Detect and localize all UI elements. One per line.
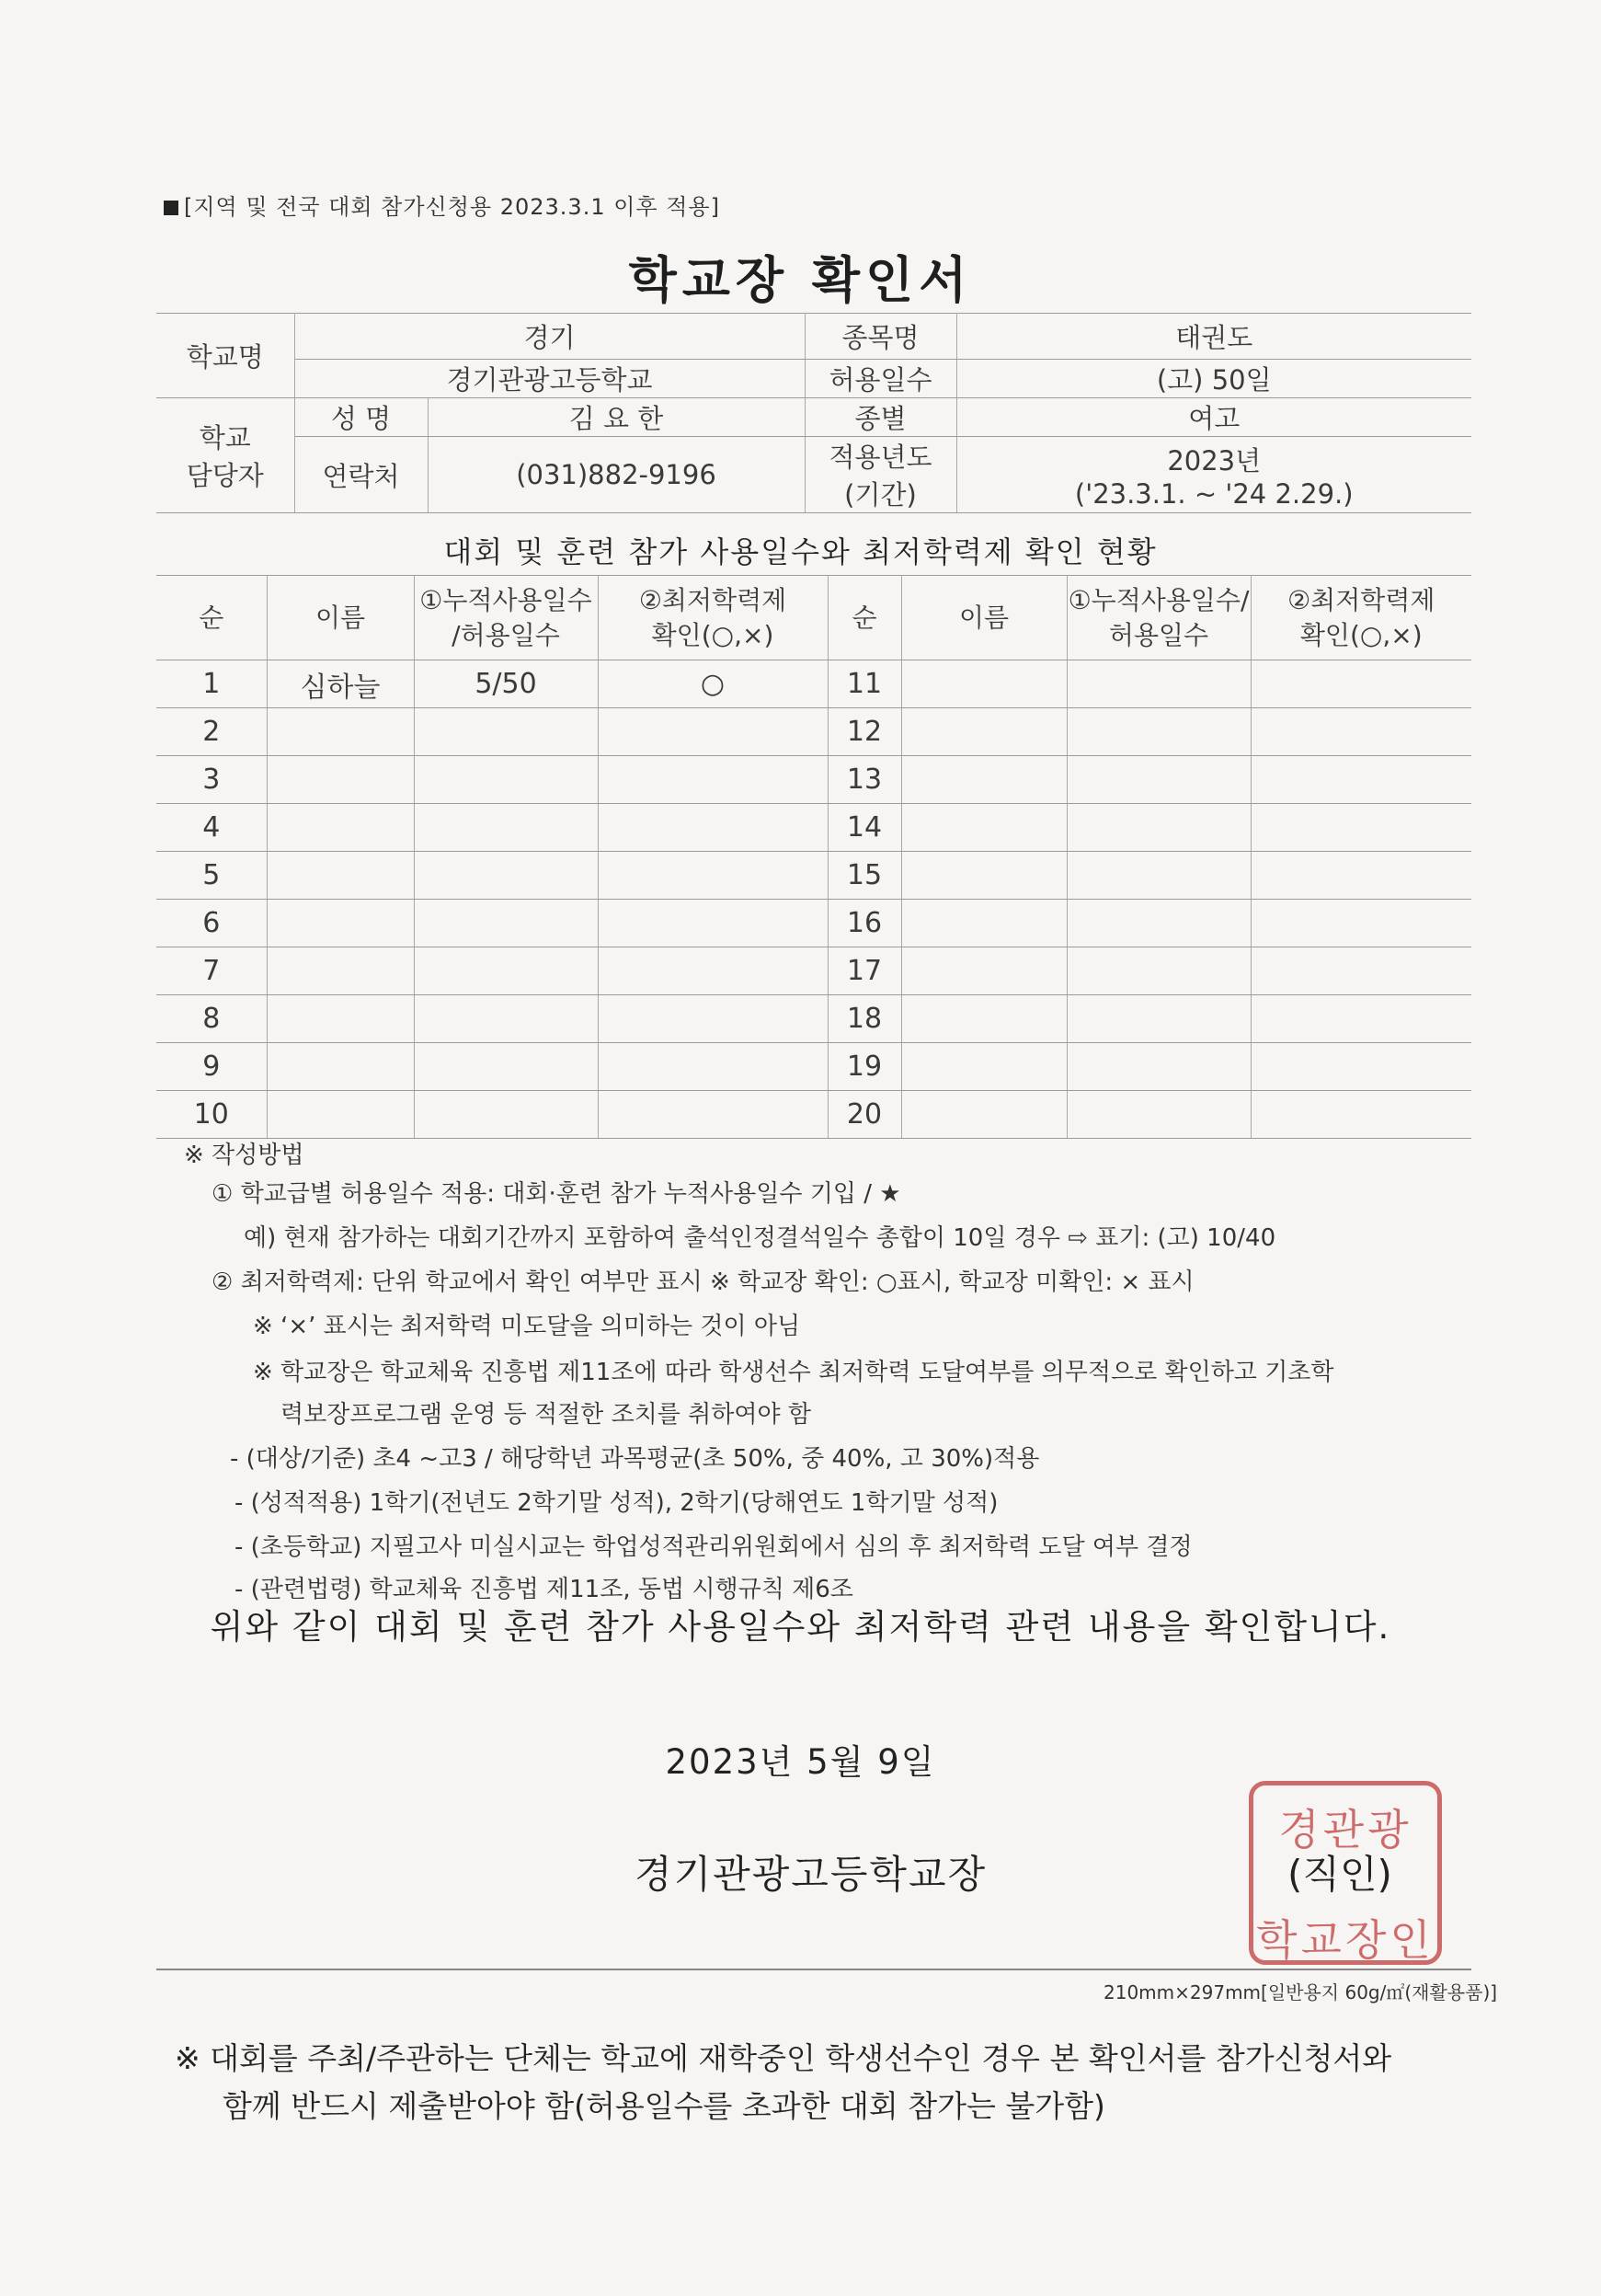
row-check-left xyxy=(598,947,828,995)
row-days-left xyxy=(414,900,598,947)
col-name-right: 이름 xyxy=(901,576,1067,660)
confirmation-statement: 위와 같이 대회 및 훈련 참가 사용일수와 최저학력 관련 내용을 확인합니다. xyxy=(210,1607,1391,1647)
principal-title: 경기관광고등학교장 xyxy=(635,1852,988,1897)
col-check-left: ②최저학력제 확인(○,×) xyxy=(598,576,828,660)
row-name-right xyxy=(901,1091,1067,1139)
form-usage-note: [지역 및 전국 대회 참가신청용 2023.3.1 이후 적용] xyxy=(164,189,720,221)
row-no-right: 18 xyxy=(828,995,901,1043)
row-no-left: 9 xyxy=(156,1043,267,1091)
instruction-1-example: 예) 현재 참가하는 대회기간까지 포함하여 출석인정결석일수 총합이 10일 경우 ⇨ 표기: (고) 10/40 xyxy=(244,1224,1276,1252)
row-days-left xyxy=(414,947,598,995)
row-check-right xyxy=(1251,756,1471,804)
table-row xyxy=(156,947,1471,995)
instruction-2-note-a: ※ ‘×’ 표시는 최저학력 미도달을 의미하는 것이 아님 xyxy=(253,1313,801,1340)
issue-date: 2023년 5월 9일 xyxy=(665,1742,936,1782)
table-row xyxy=(156,1091,1471,1139)
col-days-right: ①누적사용일수/ 허용일수 xyxy=(1067,576,1251,660)
school-label: 학교명 xyxy=(156,314,294,398)
row-check-right xyxy=(1251,852,1471,900)
detail-grades: - (성적적용) 1학기(전년도 2학기말 성적), 2학기(당해연도 1학기말 성적) xyxy=(234,1489,999,1517)
row-no-right: 19 xyxy=(828,1043,901,1091)
seal-top-text: 경관광 xyxy=(1278,1805,1412,1854)
row-name-left xyxy=(267,756,414,804)
row-days-left: 5/50 xyxy=(414,660,598,708)
row-check-left xyxy=(598,756,828,804)
paper-spec: 210mm×297mm[일반용지 60g/㎡(재활용품)] xyxy=(1104,1981,1498,2003)
row-days-right xyxy=(1067,756,1251,804)
row-check-left xyxy=(598,1043,828,1091)
row-name-left xyxy=(267,1091,414,1139)
participation-table xyxy=(156,575,1471,1139)
row-name-left xyxy=(267,947,414,995)
row-no-right: 12 xyxy=(828,708,901,756)
contact-label: 연락처 xyxy=(294,437,428,513)
instruction-2: ② 최저학력제: 단위 학교에서 확인 여부만 표시 ※ 학교장 확인: ○표시, 학교장 미확인: × 표시 xyxy=(212,1269,1195,1296)
row-check-right xyxy=(1251,660,1471,708)
section-title: 대회 및 훈련 참가 사용일수와 최저학력제 확인 현황 xyxy=(443,534,1158,569)
row-no-left: 8 xyxy=(156,995,267,1043)
row-name-right xyxy=(901,660,1067,708)
row-name-left xyxy=(267,995,414,1043)
table-row xyxy=(156,1043,1471,1091)
row-name-right xyxy=(901,947,1067,995)
row-no-right: 13 xyxy=(828,756,901,804)
col-check-right: ②최저학력제 확인(○,×) xyxy=(1251,576,1471,660)
submission-notice: ※ 대회를 주최/주관하는 단체는 학교에 재학중인 학생선수인 경우 본 확인서를 참가신청서와 함께 반드시 제출받아야 함(허용일수를 초과한 대회 참가는 불가함) xyxy=(175,2040,1392,2124)
row-no-left: 10 xyxy=(156,1091,267,1139)
row-days-right xyxy=(1067,947,1251,995)
detail-elementary: - (초등학교) 지필고사 미실시교는 학업성적관리위원회에서 심의 후 최저학력 도달 여부 결정 xyxy=(234,1533,1193,1561)
school-name-value: 경기관광고등학교 xyxy=(294,360,805,398)
manager-name-value: 김 요 한 xyxy=(428,398,805,437)
table-row xyxy=(156,995,1471,1043)
manager-label: 학교 담당자 xyxy=(156,398,294,513)
type-value: 여고 xyxy=(956,398,1471,437)
row-name-right xyxy=(901,804,1067,852)
row-name-left xyxy=(267,804,414,852)
document-title: 학교장 확인서 xyxy=(628,251,973,309)
name-label: 성 명 xyxy=(294,398,428,437)
seal-bottom-text: 학교장인 xyxy=(1256,1915,1435,1965)
row-days-right xyxy=(1067,900,1251,947)
row-no-left: 3 xyxy=(156,756,267,804)
row-name-right xyxy=(901,756,1067,804)
participation-rows xyxy=(156,660,1471,1139)
event-label: 종목명 xyxy=(805,314,956,360)
row-name-right xyxy=(901,900,1067,947)
row-days-left xyxy=(414,995,598,1043)
row-check-right xyxy=(1251,1091,1471,1139)
allowed-days-label: 허용일수 xyxy=(805,360,956,398)
square-bullet-icon xyxy=(164,201,178,215)
col-no-right: 순 xyxy=(828,576,901,660)
table-row xyxy=(156,852,1471,900)
table-row xyxy=(156,900,1471,947)
row-no-right: 16 xyxy=(828,900,901,947)
row-check-left: ○ xyxy=(598,660,828,708)
row-check-left xyxy=(598,1091,828,1139)
row-check-left xyxy=(598,708,828,756)
event-value: 태권도 xyxy=(956,314,1471,360)
row-check-left xyxy=(598,900,828,947)
row-check-left xyxy=(598,804,828,852)
school-info-table xyxy=(156,313,1471,513)
table-row xyxy=(156,708,1471,756)
row-no-right: 20 xyxy=(828,1091,901,1139)
row-check-right xyxy=(1251,1043,1471,1091)
row-days-left xyxy=(414,708,598,756)
row-name-left: 심하늘 xyxy=(267,660,414,708)
row-days-left xyxy=(414,756,598,804)
row-check-right xyxy=(1251,708,1471,756)
row-check-left xyxy=(598,852,828,900)
table-row xyxy=(156,756,1471,804)
row-days-left xyxy=(414,852,598,900)
row-days-right xyxy=(1067,660,1251,708)
detail-law: - (관련법령) 학교체육 진흥법 제11조, 동법 시행규칙 제6조 xyxy=(234,1576,853,1603)
row-no-left: 2 xyxy=(156,708,267,756)
row-name-right xyxy=(901,708,1067,756)
detail-target: - (대상/기준) 초4 ~고3 / 해당학년 과목평균(초 50%, 중 40%, 고 30%)적용 xyxy=(230,1445,1040,1473)
row-name-left xyxy=(267,852,414,900)
row-no-left: 7 xyxy=(156,947,267,995)
row-no-left: 5 xyxy=(156,852,267,900)
row-days-right xyxy=(1067,995,1251,1043)
instructions-heading: ※ 작성방법 xyxy=(184,1142,304,1169)
row-name-left xyxy=(267,1043,414,1091)
instruction-2-note-b-line2: 력보장프로그램 운영 등 적절한 조치를 취하여야 함 xyxy=(280,1401,812,1429)
row-name-left xyxy=(267,708,414,756)
row-days-right xyxy=(1067,1043,1251,1091)
row-check-right xyxy=(1251,995,1471,1043)
row-days-left xyxy=(414,804,598,852)
instruction-2-note-b-line1: ※ 학교장은 학교체육 진흥법 제11조에 따라 학생선수 최저학력 도달여부를 의무적으로 확인하고 기초학 xyxy=(253,1359,1334,1386)
type-label: 종별 xyxy=(805,398,956,437)
row-check-right xyxy=(1251,804,1471,852)
row-no-left: 4 xyxy=(156,804,267,852)
row-name-right xyxy=(901,1043,1067,1091)
row-no-left: 1 xyxy=(156,660,267,708)
col-no-left: 순 xyxy=(156,576,267,660)
row-days-right xyxy=(1067,852,1251,900)
row-no-left: 6 xyxy=(156,900,267,947)
row-check-right xyxy=(1251,947,1471,995)
table-row xyxy=(156,804,1471,852)
row-days-right xyxy=(1067,708,1251,756)
contact-value: (031)882-9196 xyxy=(428,437,805,513)
allowed-days-value: (고) 50일 xyxy=(956,360,1471,398)
seal-label: (직인) xyxy=(1287,1852,1392,1897)
row-check-right xyxy=(1251,900,1471,947)
row-no-right: 11 xyxy=(828,660,901,708)
divider-line xyxy=(156,1969,1471,1970)
row-no-right: 15 xyxy=(828,852,901,900)
col-days-left: ①누적사용일수 /허용일수 xyxy=(414,576,598,660)
row-no-right: 14 xyxy=(828,804,901,852)
row-days-left xyxy=(414,1043,598,1091)
table-row xyxy=(156,660,1471,708)
row-name-left xyxy=(267,900,414,947)
row-check-left xyxy=(598,995,828,1043)
row-days-right xyxy=(1067,1091,1251,1139)
instruction-1: ① 학교급별 허용일수 적용: 대회·훈련 참가 누적사용일수 기입 / ★ xyxy=(212,1180,901,1208)
row-name-right xyxy=(901,852,1067,900)
row-days-left xyxy=(414,1091,598,1139)
region-value: 경기 xyxy=(294,314,805,360)
row-no-right: 17 xyxy=(828,947,901,995)
year-value: 2023년 ('23.3.1. ~ '24 2.29.) xyxy=(956,437,1471,513)
year-label: 적용년도 (기간) xyxy=(805,437,956,513)
col-name-left: 이름 xyxy=(267,576,414,660)
row-days-right xyxy=(1067,804,1251,852)
row-name-right xyxy=(901,995,1067,1043)
